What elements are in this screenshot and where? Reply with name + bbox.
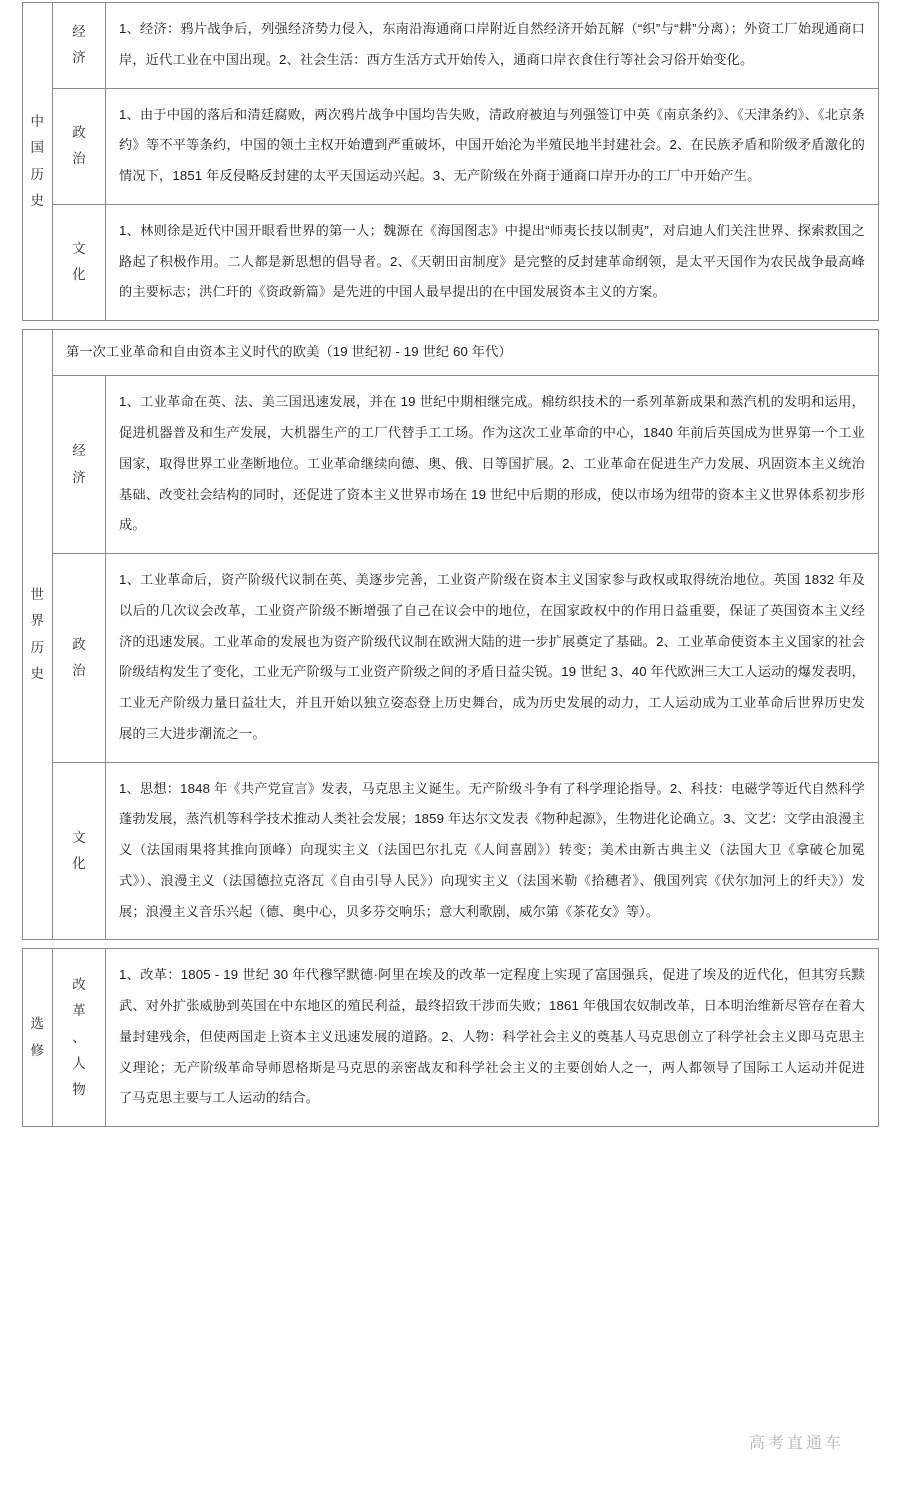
section-spacer [23,321,879,330]
table-row [23,204,879,320]
table-row [23,376,879,554]
major-label-elective: 选 修 [23,949,53,1127]
minor-label-politics-cn: 政 治 [53,88,106,204]
minor-label-economy-cn: 经 济 [53,3,106,89]
content-economy-world: 1、工业革命在英、法、美三国迅速发展，并在 19 世纪中期相继完成。棉纺织技术的一系列革新成果和蒸汽机的发明和运用，促进机器普及和生产发展，大机器生产的工厂代替手工工场。作为这次工业革命的中心，1840 年前后英国成为世界第一个工业国家，取得世界工业垄断地位。工业革命继续向德、奥、俄、日等国扩展。2、工业革命在促进生产力发展、巩固资本主义统治基础、改变社会结构的同时，还促进了资本主义世界市场在 19 世纪中后期的形成，使以市场为纽带的资本主义世界体系初步形成。 [106,376,879,554]
content-economy-cn: 1、经济：鸦片战争后，列强经济势力侵入，东南沿海通商口岸附近自然经济开始瓦解（“织”与“耕”分离）；外资工厂始现通商口岸，近代工业在中国出现。2、社会生活：西方生活方式开始传入，通商口岸衣食住行等社会习俗开始变化。 [106,3,879,89]
minor-label-culture-world: 文 化 [53,762,106,940]
table-row [23,554,879,763]
minor-label-culture-cn: 文 化 [53,204,106,320]
major-label-chinese-history: 中 国 历 史 [23,3,53,321]
history-summary-table [22,2,879,1127]
section-heading-first-industrial-revolution: 第一次工业革命和自由资本主义时代的欧美（19 世纪初 - 19 世纪 60 年代） [53,330,879,376]
table-row [23,88,879,204]
table-row [23,330,879,376]
minor-label-politics-world: 政 治 [53,554,106,763]
history-table-sheet [22,2,878,1489]
section-spacer [23,940,879,949]
minor-label-economy-world: 经 济 [53,376,106,554]
table-row [23,762,879,940]
content-politics-cn: 1、由于中国的落后和清廷腐败，两次鸦片战争中国均告失败，清政府被迫与列强签订中英《南京条约》、《天津条约》、《北京条约》等不平等条约，中国的领土主权开始遭到严重破坏，中国开始沦为半殖民地半封建社会。2、在民族矛盾和阶级矛盾激化的情况下，1851 年反侵略反封建的太平天国运动兴起。3、无产阶级在外商于通商口岸开办的工厂中开始产生。 [106,88,879,204]
content-politics-world: 1、工业革命后，资产阶级代议制在英、美逐步完善，工业资产阶级在资本主义国家参与政权或取得统治地位。英国 1832 年及以后的几次议会改革，工业资产阶级不断增强了自己在议会中的地位，在国家政权中的作用日益重要，保证了英国资本主义经济的迅速发展。工业革命的发展也为资产阶级代议制在欧洲大陆的进一步扩展奠定了基础。2、工业革命使资本主义国家的社会阶级结构发生了变化，工业无产阶级与工业资产阶级之间的矛盾日益尖锐。19 世纪 3、40 年代欧洲三大工人运动的爆发表明，工业无产阶级力量日益壮大，并且开始以独立姿态登上历史舞台，成为历史发展的动力，工人运动成为工业革命后世界历史发展的三大进步潮流之一。 [106,554,879,763]
watermark: 高考直通车 [748,1435,844,1452]
content-culture-world: 1、思想：1848 年《共产党宣言》发表，马克思主义诞生。无产阶级斗争有了科学理论指导。2、科技：电磁学等近代自然科学蓬勃发展，蒸汽机等科学技术推动人类社会发展；1859 年达尔文发表《物种起源》，生物进化论确立。3、文艺：文学由浪漫主义（法国雨果将其推向顶峰）向现实主义（法国巴尔扎克《人间喜剧》）转变；美术由新古典主义（法国大卫《拿破仑加冕式》）、浪漫主义（法国德拉克洛瓦《自由引导人民》）向现实主义（法国米勒《拾穗者》、俄国列宾《伏尔加河上的纤夫》）发展；浪漫主义音乐兴起（德、奥中心，贝多芬交响乐；意大利歌剧，威尔第《茶花女》等）。 [106,762,879,940]
content-culture-cn: 1、林则徐是近代中国开眼看世界的第一人；魏源在《海国图志》中提出“师夷长技以制夷”，对启迪人们关注世界、探索救国之路起了积极作用。二人都是新思想的倡导者。2、《天朝田亩制度》是完整的反封建革命纲领，是太平天国作为农民战争最高峰的主要标志；洪仁玕的《资政新篇》是先进的中国人最早提出的在中国发展资本主义的方案。 [106,204,879,320]
content-reform-figures: 1、改革：1805 - 19 世纪 30 年代穆罕默德·阿里在埃及的改革一定程度上实现了富国强兵，促进了埃及的近代化，但其穷兵黩武、对外扩张威胁到英国在中东地区的殖民利益，最终招致干涉而失败；1861 年俄国农奴制改革，日本明治维新尽管存在着大量封建残余，但使两国走上资本主义迅速发展的道路。2、人物：科学社会主义的奠基人马克思创立了科学社会主义即马克思主义理论；无产阶级革命导师恩格斯是马克思的亲密战友和科学社会主义的主要创始人之一，两人都领导了国际工人运动并促进了马克思主要与工人运动的结合。 [106,949,879,1127]
table-row [23,949,879,1127]
table-row [23,3,879,89]
major-label-world-history: 世 界 历 史 [23,330,53,940]
minor-label-reform-figures: 改 革 、 人 物 [53,949,106,1127]
